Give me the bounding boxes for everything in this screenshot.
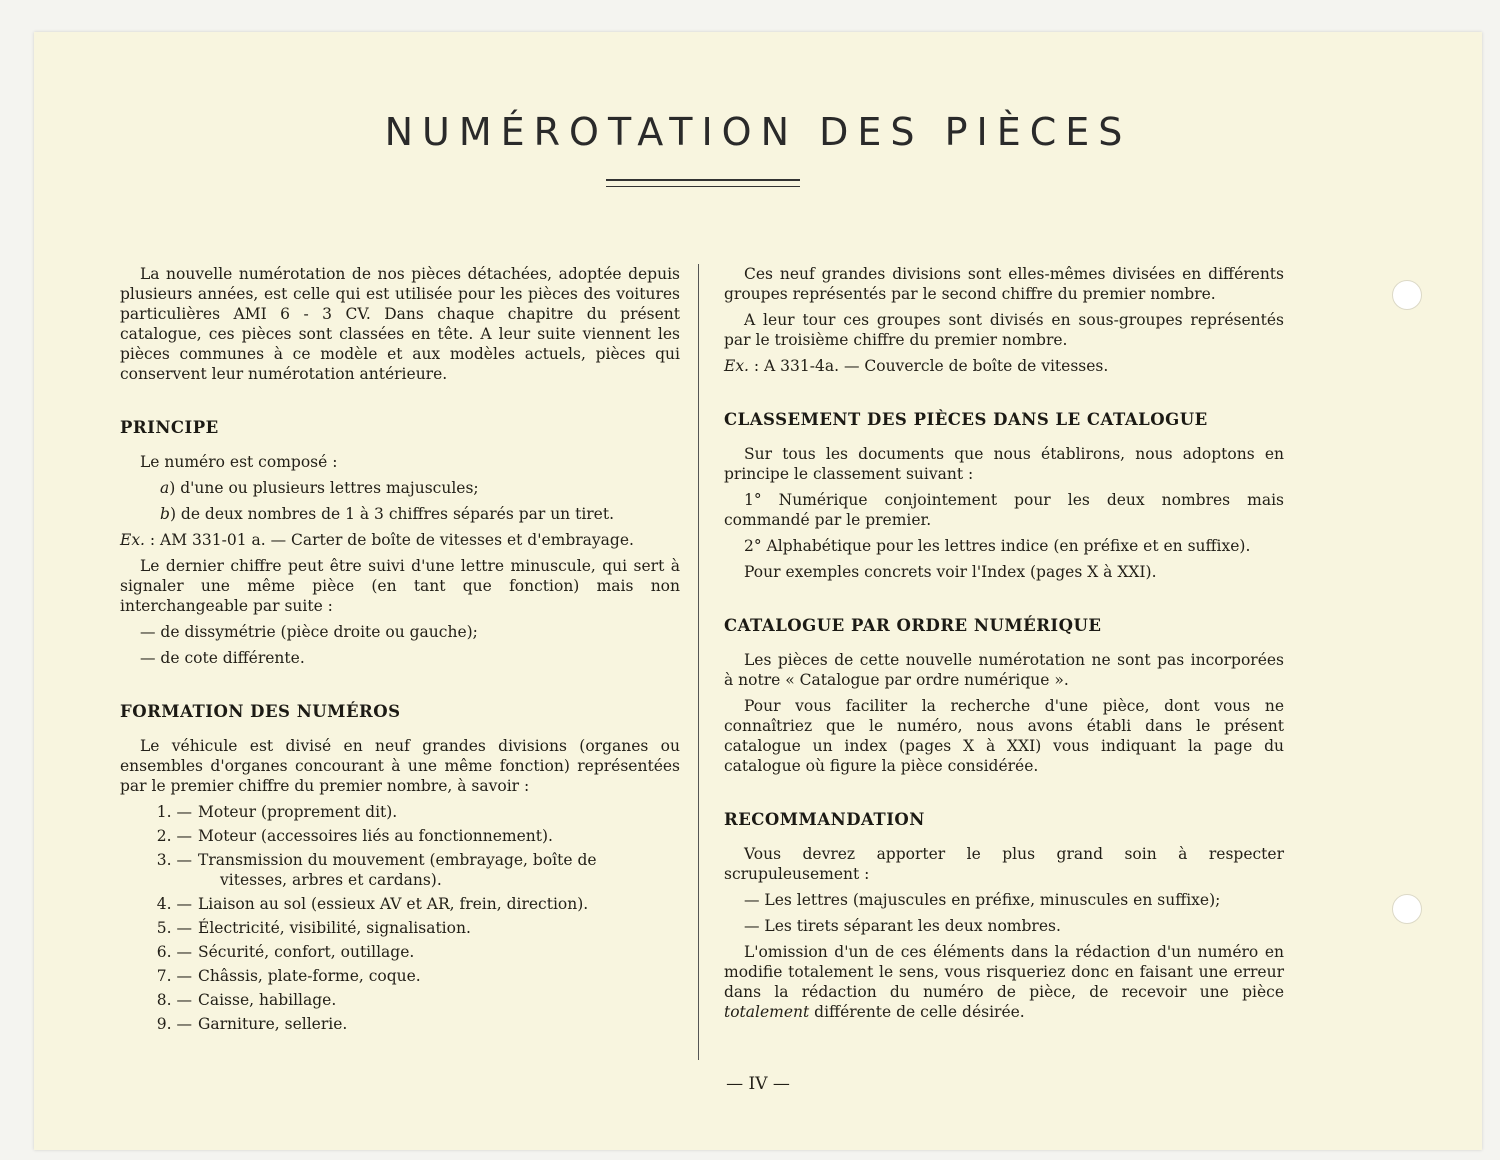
title-rule [606,179,800,187]
document-page [34,32,1482,1150]
classement-heading: CLASSEMENT DES PIÈCES DANS LE CATALOGUE [724,410,1208,429]
formation-p1: Le véhicule est divisé en neuf grandes divisions (organes ou ensembles d'organes concourant à une même fonction) représentées par le premier chiffre du premier nombre, à savoir : [120,737,680,795]
divisions-list [120,802,680,1034]
classement-p2: 1° Numérique conjointement pour les deux nombres mais commandé par le premier. [724,491,1284,529]
formation-heading: FORMATION DES NUMÉROS [120,702,401,721]
punch-hole-top [1392,280,1422,310]
page-number: — IV — [726,1074,790,1094]
list-item: 1. — Moteur (proprement dit). [156,803,398,821]
left-column [120,264,680,1038]
list-item: 6. — Sécurité, confort, outillage. [156,943,415,961]
list-item: 8. — Caisse, habillage. [156,991,337,1009]
list-item: 5. — Électricité, visibilité, signalisation. [156,919,471,937]
principe-dash-1: — de dissymétrie (pièce droite ou gauche); [140,623,478,641]
recommandation-p1: Vous devrez apporter le plus grand soin à respecter scrupuleusement : [724,845,1284,883]
right-example: Ex. : A 331-4a. — Couvercle de boîte de vitesses. [724,357,1109,375]
page-title: NUMÉROTATION DES PIÈCES [384,110,1132,154]
recommandation-heading: RECOMMANDATION [724,810,925,829]
list-item: 3. — Transmission du mouvement (embrayage, boîte de vitesses, arbres et cardans). [156,851,597,889]
principe-p1: Le numéro est composé : [140,453,338,471]
intro-paragraph: La nouvelle numérotation de nos pièces détachées, adoptée depuis plusieurs années, est celle qui est utilisée pour les pièces des voitures particulières AMI 6 - 3 CV. Dans chaque chapitre du présent catalogue, ces pièces sont classées en tête. A leur suite viennent les pièces communes à ce modèle et aux modèles actuels, pièces qui conservent leur numérotation antérieure. [120,265,680,383]
right-column [724,264,1284,1028]
classement-p3: 2° Alphabétique pour les lettres indice (en préfixe et en suffixe). [744,537,1251,555]
catalogue-p1: Les pièces de cette nouvelle numérotation ne sont pas incorporées à notre « Catalogue par ordre numérique ». [724,651,1284,689]
principe-item-a: a) d'une ou plusieurs lettres majuscules; [160,479,479,497]
recommandation-dash-1: — Les lettres (majuscules en préfixe, minuscules en suffixe); [744,891,1221,909]
recommandation-dash-2: — Les tirets séparant les deux nombres. [744,917,1061,935]
list-item: 2. — Moteur (accessoires liés au fonctionnement). [156,827,553,845]
principe-dash-2: — de cote différente. [140,649,305,667]
list-item: 7. — Châssis, plate-forme, coque. [156,967,421,985]
list-item: 4. — Liaison au sol (essieux AV et AR, frein, direction). [156,895,589,913]
classement-p4: Pour exemples concrets voir l'Index (pages X à XXI). [744,563,1157,581]
list-item: 9. — Garniture, sellerie. [156,1015,348,1033]
recommandation-p2: L'omission d'un de ces éléments dans la rédaction d'un numéro en modifie totalement le sens, vous risqueriez donc en faisant une erreur dans la rédaction du numéro de pièce, de recevoir une pièce totalement différente de celle désirée. [724,943,1284,1021]
right-p1: Ces neuf grandes divisions sont elles-mêmes divisées en différents groupes représentés par le second chiffre du premier nombre. [724,265,1284,303]
principe-heading: PRINCIPE [120,418,219,437]
right-p2: A leur tour ces groupes sont divisés en sous-groupes représentés par le troisième chiffre du premier nombre. [724,311,1284,349]
punch-hole-bottom [1392,894,1422,924]
classement-p1: Sur tous les documents que nous établirons, nous adoptons en principe le classement suivant : [724,445,1284,483]
catalogue-p2: Pour vous faciliter la recherche d'une pièce, dont vous ne connaîtriez que le numéro, nous avons établi dans le présent catalogue un index (pages X à XXI) vous indiquant la page du catalogue où figure la pièce considérée. [724,697,1284,775]
column-divider [698,264,699,1060]
principe-p2: Le dernier chiffre peut être suivi d'une lettre minuscule, qui sert à signaler une même pièce (en tant que fonction) mais non interchangeable par suite : [120,557,680,615]
catalogue-heading: CATALOGUE PAR ORDRE NUMÉRIQUE [724,616,1102,635]
principe-item-b: b) de deux nombres de 1 à 3 chiffres séparés par un tiret. [160,505,615,523]
principe-example: Ex. : AM 331-01 a. — Carter de boîte de vitesses et d'embrayage. [120,531,634,549]
